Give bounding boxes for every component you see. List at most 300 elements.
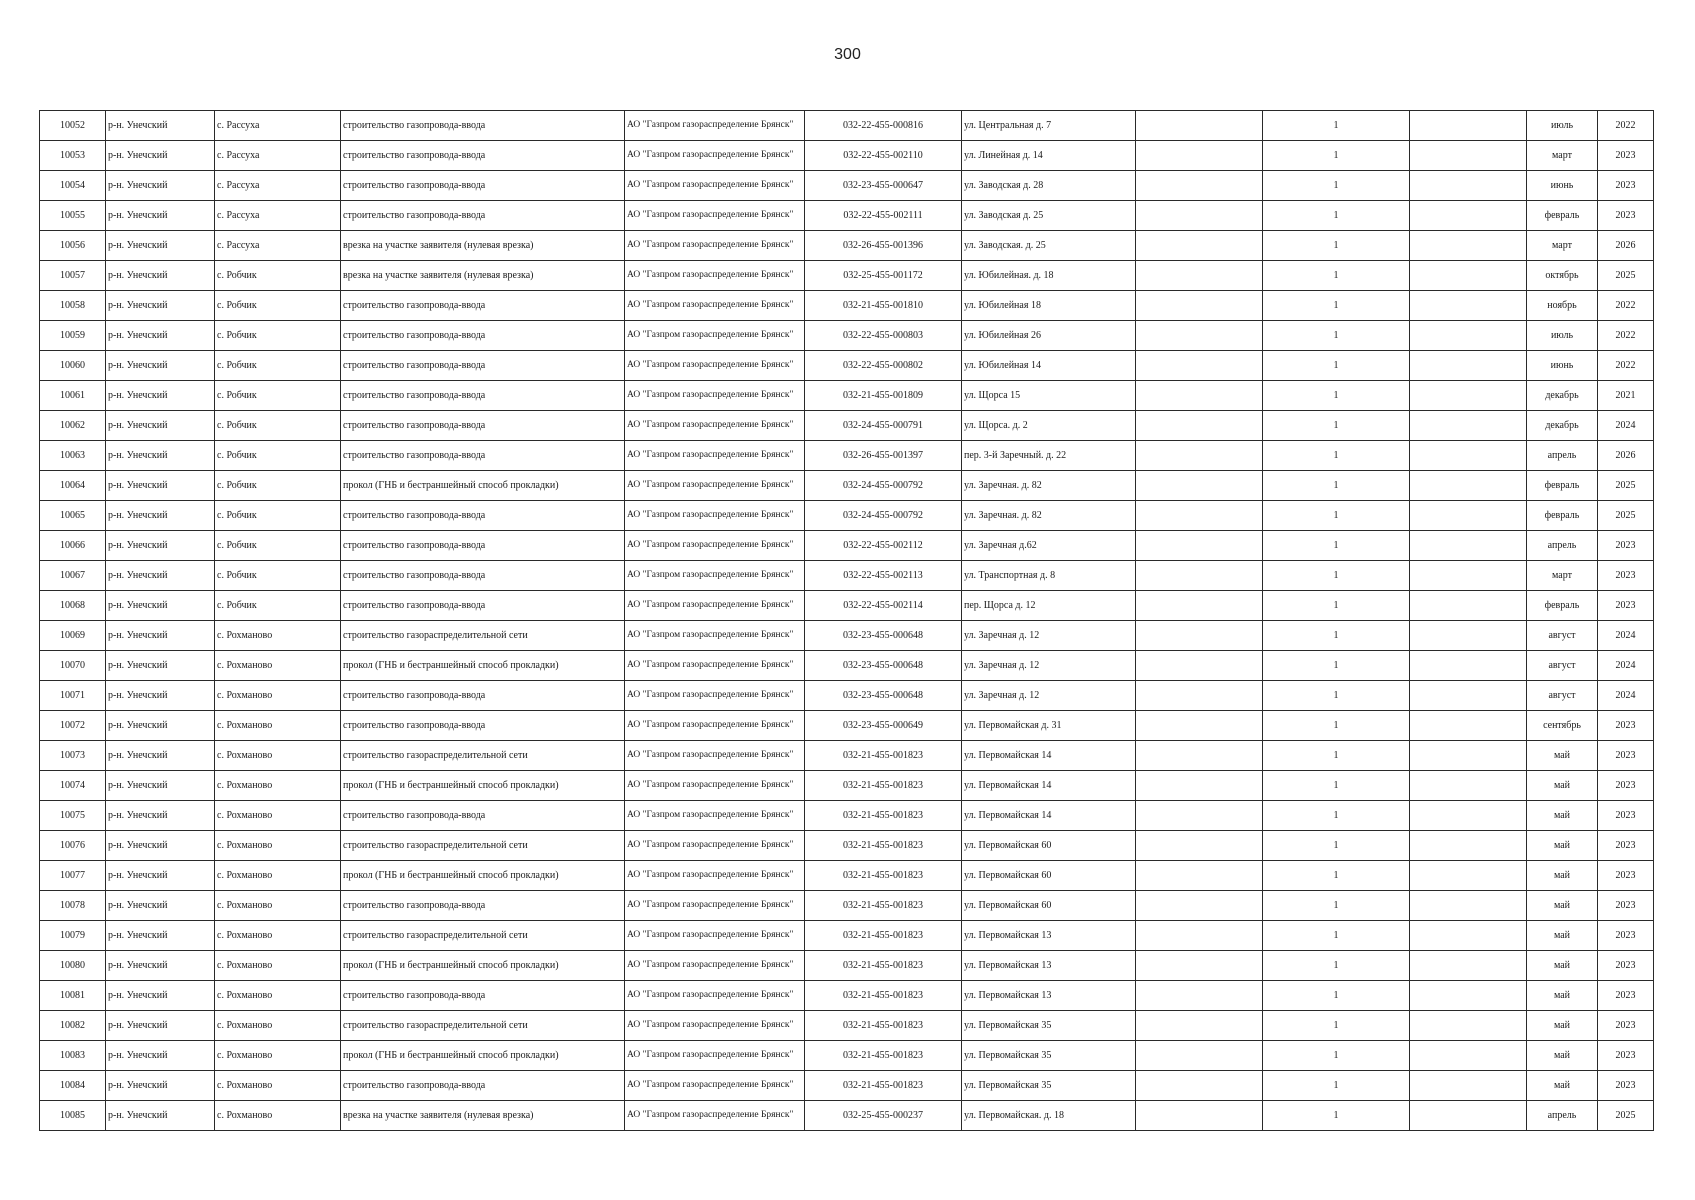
year-cell: 2023: [1598, 861, 1654, 891]
district-cell: р-н. Унечский: [106, 981, 215, 1011]
cadastral-number-cell: 032-21-455-001823: [805, 951, 962, 981]
quantity-cell: 1: [1263, 471, 1410, 501]
year-cell: 2023: [1598, 921, 1654, 951]
year-cell: 2022: [1598, 351, 1654, 381]
cadastral-number-cell: 032-22-455-002113: [805, 561, 962, 591]
work-type-cell: строительство газопровода-ввода: [341, 981, 625, 1011]
empty-cell: [1136, 801, 1263, 831]
district-cell: р-н. Унечский: [106, 141, 215, 171]
year-cell: 2023: [1598, 561, 1654, 591]
empty-cell: [1136, 1071, 1263, 1101]
year-cell: 2022: [1598, 321, 1654, 351]
empty-cell: [1410, 861, 1527, 891]
district-cell: р-н. Унечский: [106, 1101, 215, 1131]
year-cell: 2025: [1598, 471, 1654, 501]
address-cell: ул. Заречная д. 12: [962, 621, 1136, 651]
year-cell: 2023: [1598, 201, 1654, 231]
quantity-cell: 1: [1263, 951, 1410, 981]
district-cell: р-н. Унечский: [106, 621, 215, 651]
row-number: 10068: [40, 591, 106, 621]
organization-cell: АО "Газпром газораспределение Брянск": [625, 1101, 805, 1131]
organization-cell: АО "Газпром газораспределение Брянск": [625, 891, 805, 921]
row-number: 10081: [40, 981, 106, 1011]
address-cell: ул. Первомайская 35: [962, 1011, 1136, 1041]
cadastral-number-cell: 032-21-455-001823: [805, 741, 962, 771]
address-cell: ул. Линейная д. 14: [962, 141, 1136, 171]
empty-cell: [1410, 381, 1527, 411]
district-cell: р-н. Унечский: [106, 591, 215, 621]
locality-cell: с. Робчик: [215, 351, 341, 381]
month-cell: июнь: [1527, 171, 1598, 201]
empty-cell: [1410, 771, 1527, 801]
month-cell: май: [1527, 831, 1598, 861]
organization-cell: АО "Газпром газораспределение Брянск": [625, 771, 805, 801]
organization-cell: АО "Газпром газораспределение Брянск": [625, 141, 805, 171]
cadastral-number-cell: 032-21-455-001823: [805, 801, 962, 831]
table-row: [40, 561, 1654, 591]
cadastral-number-cell: 032-21-455-001823: [805, 831, 962, 861]
month-cell: апрель: [1527, 531, 1598, 561]
empty-cell: [1410, 831, 1527, 861]
empty-cell: [1410, 1101, 1527, 1131]
address-cell: ул. Заречная д. 12: [962, 651, 1136, 681]
year-cell: 2023: [1598, 171, 1654, 201]
organization-cell: АО "Газпром газораспределение Брянск": [625, 651, 805, 681]
quantity-cell: 1: [1263, 891, 1410, 921]
table-row: [40, 921, 1654, 951]
quantity-cell: 1: [1263, 1011, 1410, 1041]
month-cell: февраль: [1527, 471, 1598, 501]
quantity-cell: 1: [1263, 231, 1410, 261]
quantity-cell: 1: [1263, 411, 1410, 441]
table-row: [40, 1071, 1654, 1101]
empty-cell: [1410, 951, 1527, 981]
row-number: 10063: [40, 441, 106, 471]
empty-cell: [1136, 321, 1263, 351]
quantity-cell: 1: [1263, 651, 1410, 681]
cadastral-number-cell: 032-26-455-001396: [805, 231, 962, 261]
locality-cell: с. Рохманово: [215, 951, 341, 981]
year-cell: 2023: [1598, 891, 1654, 921]
empty-cell: [1136, 771, 1263, 801]
row-number: 10083: [40, 1041, 106, 1071]
empty-cell: [1410, 261, 1527, 291]
table-row: [40, 1011, 1654, 1041]
work-type-cell: прокол (ГНБ и бестраншейный способ прокладки): [341, 1041, 625, 1071]
empty-cell: [1410, 801, 1527, 831]
month-cell: август: [1527, 651, 1598, 681]
empty-cell: [1136, 1041, 1263, 1071]
year-cell: 2023: [1598, 951, 1654, 981]
empty-cell: [1136, 171, 1263, 201]
empty-cell: [1410, 171, 1527, 201]
district-cell: р-н. Унечский: [106, 1071, 215, 1101]
quantity-cell: 1: [1263, 141, 1410, 171]
district-cell: р-н. Унечский: [106, 1041, 215, 1071]
empty-cell: [1136, 951, 1263, 981]
district-cell: р-н. Унечский: [106, 651, 215, 681]
cadastral-number-cell: 032-22-455-002110: [805, 141, 962, 171]
cadastral-number-cell: 032-21-455-001823: [805, 771, 962, 801]
empty-cell: [1136, 621, 1263, 651]
year-cell: 2026: [1598, 441, 1654, 471]
row-number: 10080: [40, 951, 106, 981]
organization-cell: АО "Газпром газораспределение Брянск": [625, 411, 805, 441]
year-cell: 2023: [1598, 1071, 1654, 1101]
row-number: 10061: [40, 381, 106, 411]
locality-cell: с. Рохманово: [215, 651, 341, 681]
month-cell: август: [1527, 621, 1598, 651]
quantity-cell: 1: [1263, 201, 1410, 231]
quantity-cell: 1: [1263, 291, 1410, 321]
quantity-cell: 1: [1263, 981, 1410, 1011]
empty-cell: [1410, 501, 1527, 531]
row-number: 10076: [40, 831, 106, 861]
district-cell: р-н. Унечский: [106, 711, 215, 741]
month-cell: февраль: [1527, 201, 1598, 231]
table-row: [40, 291, 1654, 321]
quantity-cell: 1: [1263, 831, 1410, 861]
empty-cell: [1410, 621, 1527, 651]
locality-cell: с. Рохманово: [215, 921, 341, 951]
district-cell: р-н. Унечский: [106, 891, 215, 921]
empty-cell: [1410, 651, 1527, 681]
work-type-cell: прокол (ГНБ и бестраншейный способ прокладки): [341, 861, 625, 891]
district-cell: р-н. Унечский: [106, 321, 215, 351]
row-number: 10053: [40, 141, 106, 171]
locality-cell: с. Робчик: [215, 441, 341, 471]
work-type-cell: строительство газопровода-ввода: [341, 561, 625, 591]
table-row: [40, 861, 1654, 891]
year-cell: 2024: [1598, 651, 1654, 681]
month-cell: май: [1527, 1041, 1598, 1071]
table-row: [40, 351, 1654, 381]
work-type-cell: прокол (ГНБ и бестраншейный способ прокладки): [341, 651, 625, 681]
address-cell: пер. 3-й Заречный. д. 22: [962, 441, 1136, 471]
district-cell: р-н. Унечский: [106, 531, 215, 561]
address-cell: ул. Транспортная д. 8: [962, 561, 1136, 591]
organization-cell: АО "Газпром газораспределение Брянск": [625, 561, 805, 591]
district-cell: р-н. Унечский: [106, 831, 215, 861]
year-cell: 2023: [1598, 771, 1654, 801]
locality-cell: с. Рохманово: [215, 711, 341, 741]
organization-cell: АО "Газпром газораспределение Брянск": [625, 351, 805, 381]
year-cell: 2023: [1598, 1041, 1654, 1071]
month-cell: декабрь: [1527, 411, 1598, 441]
cadastral-number-cell: 032-24-455-000792: [805, 501, 962, 531]
organization-cell: АО "Газпром газораспределение Брянск": [625, 111, 805, 141]
quantity-cell: 1: [1263, 561, 1410, 591]
row-number: 10062: [40, 411, 106, 441]
district-cell: р-н. Унечский: [106, 501, 215, 531]
work-type-cell: строительство газопровода-ввода: [341, 141, 625, 171]
table-row: [40, 201, 1654, 231]
row-number: 10078: [40, 891, 106, 921]
empty-cell: [1136, 921, 1263, 951]
year-cell: 2023: [1598, 801, 1654, 831]
row-number: 10075: [40, 801, 106, 831]
work-type-cell: строительство газопровода-ввода: [341, 441, 625, 471]
empty-cell: [1410, 321, 1527, 351]
quantity-cell: 1: [1263, 351, 1410, 381]
table-row: [40, 141, 1654, 171]
address-cell: ул. Юбилейная 14: [962, 351, 1136, 381]
empty-cell: [1136, 351, 1263, 381]
locality-cell: с. Рохманово: [215, 621, 341, 651]
organization-cell: АО "Газпром газораспределение Брянск": [625, 1071, 805, 1101]
organization-cell: АО "Газпром газораспределение Брянск": [625, 831, 805, 861]
empty-cell: [1410, 711, 1527, 741]
cadastral-number-cell: 032-23-455-000648: [805, 621, 962, 651]
month-cell: июль: [1527, 111, 1598, 141]
organization-cell: АО "Газпром газораспределение Брянск": [625, 621, 805, 651]
district-cell: р-н. Унечский: [106, 1011, 215, 1041]
locality-cell: с. Рассуха: [215, 141, 341, 171]
locality-cell: с. Рохманово: [215, 891, 341, 921]
cadastral-number-cell: 032-22-455-000802: [805, 351, 962, 381]
month-cell: август: [1527, 681, 1598, 711]
cadastral-number-cell: 032-21-455-001823: [805, 981, 962, 1011]
cadastral-number-cell: 032-25-455-000237: [805, 1101, 962, 1131]
row-number: 10071: [40, 681, 106, 711]
year-cell: 2021: [1598, 381, 1654, 411]
quantity-cell: 1: [1263, 261, 1410, 291]
cadastral-number-cell: 032-22-455-002114: [805, 591, 962, 621]
empty-cell: [1410, 891, 1527, 921]
month-cell: май: [1527, 1071, 1598, 1101]
empty-cell: [1136, 741, 1263, 771]
cadastral-number-cell: 032-21-455-001809: [805, 381, 962, 411]
year-cell: 2025: [1598, 501, 1654, 531]
row-number: 10058: [40, 291, 106, 321]
cadastral-number-cell: 032-21-455-001823: [805, 1071, 962, 1101]
quantity-cell: 1: [1263, 501, 1410, 531]
district-cell: р-н. Унечский: [106, 111, 215, 141]
table-row: [40, 621, 1654, 651]
cadastral-number-cell: 032-21-455-001823: [805, 921, 962, 951]
address-cell: ул. Первомайская 14: [962, 771, 1136, 801]
organization-cell: АО "Газпром газораспределение Брянск": [625, 591, 805, 621]
address-cell: ул. Первомайская 13: [962, 921, 1136, 951]
cadastral-number-cell: 032-22-455-002112: [805, 531, 962, 561]
address-cell: ул. Первомайская 13: [962, 951, 1136, 981]
organization-cell: АО "Газпром газораспределение Брянск": [625, 201, 805, 231]
empty-cell: [1136, 441, 1263, 471]
organization-cell: АО "Газпром газораспределение Брянск": [625, 231, 805, 261]
cadastral-number-cell: 032-23-455-000647: [805, 171, 962, 201]
row-number: 10085: [40, 1101, 106, 1131]
empty-cell: [1136, 471, 1263, 501]
table-row: [40, 321, 1654, 351]
empty-cell: [1136, 861, 1263, 891]
district-cell: р-н. Унечский: [106, 381, 215, 411]
work-type-cell: врезка на участке заявителя (нулевая врезка): [341, 261, 625, 291]
address-cell: ул. Первомайская д. 31: [962, 711, 1136, 741]
table-row: [40, 951, 1654, 981]
work-type-cell: строительство газопровода-ввода: [341, 291, 625, 321]
cadastral-number-cell: 032-23-455-000648: [805, 651, 962, 681]
row-number: 10059: [40, 321, 106, 351]
year-cell: 2024: [1598, 621, 1654, 651]
empty-cell: [1410, 1071, 1527, 1101]
empty-cell: [1136, 561, 1263, 591]
row-number: 10056: [40, 231, 106, 261]
district-cell: р-н. Унечский: [106, 921, 215, 951]
locality-cell: с. Рохманово: [215, 1041, 341, 1071]
cadastral-number-cell: 032-22-455-000803: [805, 321, 962, 351]
table-row: [40, 441, 1654, 471]
row-number: 10077: [40, 861, 106, 891]
district-cell: р-н. Унечский: [106, 201, 215, 231]
district-cell: р-н. Унечский: [106, 261, 215, 291]
year-cell: 2024: [1598, 681, 1654, 711]
year-cell: 2022: [1598, 291, 1654, 321]
locality-cell: с. Рохманово: [215, 1011, 341, 1041]
district-cell: р-н. Унечский: [106, 411, 215, 441]
month-cell: декабрь: [1527, 381, 1598, 411]
row-number: 10073: [40, 741, 106, 771]
work-type-cell: строительство газопровода-ввода: [341, 1071, 625, 1101]
work-type-cell: строительство газопровода-ввода: [341, 351, 625, 381]
row-number: 10054: [40, 171, 106, 201]
table-row: [40, 741, 1654, 771]
cadastral-number-cell: 032-22-455-002111: [805, 201, 962, 231]
row-number: 10069: [40, 621, 106, 651]
month-cell: ноябрь: [1527, 291, 1598, 321]
locality-cell: с. Рохманово: [215, 831, 341, 861]
year-cell: 2025: [1598, 1101, 1654, 1131]
cadastral-number-cell: 032-24-455-000792: [805, 471, 962, 501]
quantity-cell: 1: [1263, 621, 1410, 651]
locality-cell: с. Рохманово: [215, 981, 341, 1011]
address-cell: ул. Заводская д. 25: [962, 201, 1136, 231]
empty-cell: [1136, 891, 1263, 921]
empty-cell: [1136, 261, 1263, 291]
district-cell: р-н. Унечский: [106, 231, 215, 261]
quantity-cell: 1: [1263, 441, 1410, 471]
year-cell: 2023: [1598, 741, 1654, 771]
address-cell: ул. Юбилейная 18: [962, 291, 1136, 321]
work-type-cell: врезка на участке заявителя (нулевая врезка): [341, 231, 625, 261]
cadastral-number-cell: 032-21-455-001823: [805, 861, 962, 891]
row-number: 10064: [40, 471, 106, 501]
empty-cell: [1136, 1101, 1263, 1131]
month-cell: май: [1527, 1011, 1598, 1041]
organization-cell: АО "Газпром газораспределение Брянск": [625, 441, 805, 471]
empty-cell: [1136, 531, 1263, 561]
organization-cell: АО "Газпром газораспределение Брянск": [625, 861, 805, 891]
table-row: [40, 981, 1654, 1011]
table-row: [40, 591, 1654, 621]
row-number: 10079: [40, 921, 106, 951]
row-number: 10070: [40, 651, 106, 681]
cadastral-number-cell: 032-21-455-001823: [805, 891, 962, 921]
quantity-cell: 1: [1263, 681, 1410, 711]
locality-cell: с. Рохманово: [215, 771, 341, 801]
organization-cell: АО "Газпром газораспределение Брянск": [625, 1041, 805, 1071]
work-type-cell: строительство газораспределительной сети: [341, 741, 625, 771]
locality-cell: с. Рассуха: [215, 231, 341, 261]
table-row: [40, 681, 1654, 711]
empty-cell: [1136, 711, 1263, 741]
table-row: [40, 261, 1654, 291]
district-cell: р-н. Унечский: [106, 441, 215, 471]
organization-cell: АО "Газпром газораспределение Брянск": [625, 981, 805, 1011]
cadastral-number-cell: 032-23-455-000649: [805, 711, 962, 741]
table-row: [40, 411, 1654, 441]
empty-cell: [1136, 231, 1263, 261]
works-table: [39, 110, 1654, 1131]
locality-cell: с. Рассуха: [215, 111, 341, 141]
cadastral-number-cell: 032-25-455-001172: [805, 261, 962, 291]
locality-cell: с. Рассуха: [215, 201, 341, 231]
work-type-cell: строительство газопровода-ввода: [341, 171, 625, 201]
work-type-cell: врезка на участке заявителя (нулевая врезка): [341, 1101, 625, 1131]
quantity-cell: 1: [1263, 111, 1410, 141]
organization-cell: АО "Газпром газораспределение Брянск": [625, 381, 805, 411]
year-cell: 2023: [1598, 1011, 1654, 1041]
quantity-cell: 1: [1263, 1071, 1410, 1101]
work-type-cell: строительство газопровода-ввода: [341, 111, 625, 141]
work-type-cell: строительство газопровода-ввода: [341, 591, 625, 621]
empty-cell: [1410, 201, 1527, 231]
organization-cell: АО "Газпром газораспределение Брянск": [625, 921, 805, 951]
empty-cell: [1410, 291, 1527, 321]
work-type-cell: строительство газораспределительной сети: [341, 921, 625, 951]
empty-cell: [1136, 981, 1263, 1011]
table-row: [40, 651, 1654, 681]
district-cell: р-н. Унечский: [106, 801, 215, 831]
cadastral-number-cell: 032-21-455-001810: [805, 291, 962, 321]
month-cell: май: [1527, 741, 1598, 771]
work-type-cell: строительство газопровода-ввода: [341, 801, 625, 831]
month-cell: сентябрь: [1527, 711, 1598, 741]
locality-cell: с. Робчик: [215, 381, 341, 411]
district-cell: р-н. Унечский: [106, 741, 215, 771]
organization-cell: АО "Газпром газораспределение Брянск": [625, 681, 805, 711]
locality-cell: с. Робчик: [215, 471, 341, 501]
table-row: [40, 801, 1654, 831]
empty-cell: [1410, 351, 1527, 381]
address-cell: ул. Щорса. д. 2: [962, 411, 1136, 441]
quantity-cell: 1: [1263, 711, 1410, 741]
address-cell: ул. Заречная. д. 82: [962, 471, 1136, 501]
quantity-cell: 1: [1263, 771, 1410, 801]
cadastral-number-cell: 032-24-455-000791: [805, 411, 962, 441]
address-cell: ул. Заречная д. 12: [962, 681, 1136, 711]
empty-cell: [1410, 921, 1527, 951]
empty-cell: [1410, 591, 1527, 621]
empty-cell: [1410, 561, 1527, 591]
quantity-cell: 1: [1263, 921, 1410, 951]
quantity-cell: 1: [1263, 321, 1410, 351]
row-number: 10055: [40, 201, 106, 231]
work-type-cell: прокол (ГНБ и бестраншейный способ прокладки): [341, 471, 625, 501]
month-cell: февраль: [1527, 501, 1598, 531]
month-cell: июль: [1527, 321, 1598, 351]
organization-cell: АО "Газпром газораспределение Брянск": [625, 801, 805, 831]
locality-cell: с. Робчик: [215, 291, 341, 321]
work-type-cell: строительство газопровода-ввода: [341, 531, 625, 561]
address-cell: ул. Первомайская 60: [962, 891, 1136, 921]
district-cell: р-н. Унечский: [106, 171, 215, 201]
organization-cell: АО "Газпром газораспределение Брянск": [625, 261, 805, 291]
locality-cell: с. Робчик: [215, 261, 341, 291]
month-cell: май: [1527, 771, 1598, 801]
quantity-cell: 1: [1263, 801, 1410, 831]
year-cell: 2023: [1598, 531, 1654, 561]
empty-cell: [1410, 411, 1527, 441]
